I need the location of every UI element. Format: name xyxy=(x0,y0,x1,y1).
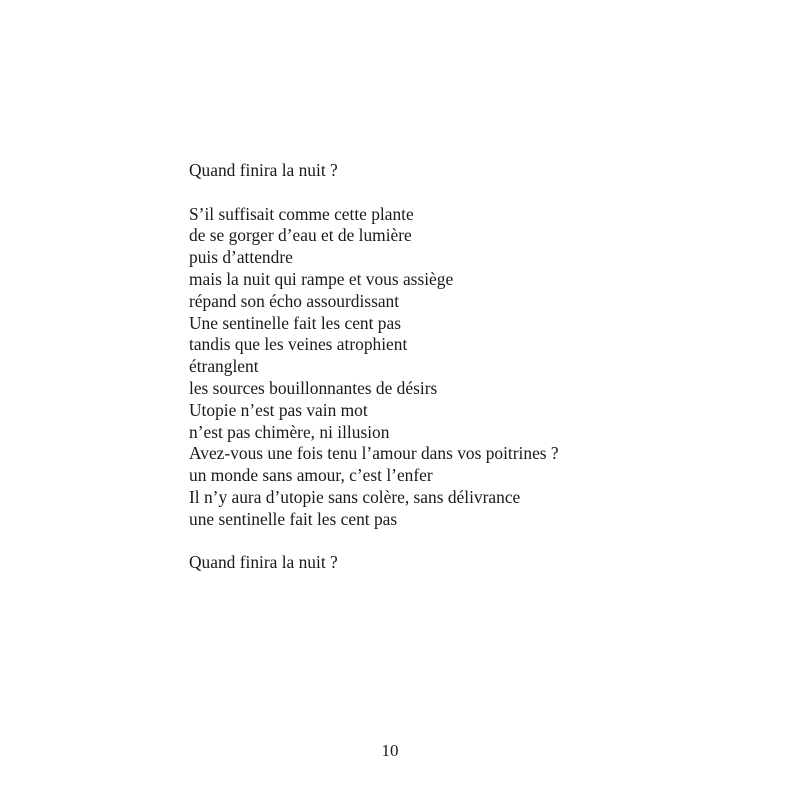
poem-line: répand son écho assourdissant xyxy=(189,290,400,311)
poem-line: Avez-vous une fois tenu l’amour dans vos poitrines ? xyxy=(189,443,559,464)
poem-line: puis d’attendre xyxy=(189,247,293,268)
poem-line: S’il suffisait comme cette plante xyxy=(189,203,414,224)
poem-line: mais la nuit qui rampe et vous assiège xyxy=(189,268,454,289)
poem-line: un monde sans amour, c’est l’enfer xyxy=(189,465,433,486)
poem-line: une sentinelle fait les cent pas xyxy=(189,508,398,529)
poem-line: Il n’y aura d’utopie sans colère, sans délivrance xyxy=(189,486,521,507)
poem-line: de se gorger d’eau et de lumière xyxy=(189,225,412,246)
poem-line: les sources bouillonnantes de désirs xyxy=(189,377,438,398)
stanza-break xyxy=(189,531,559,553)
poem-opening-line: Quand finira la nuit ? xyxy=(189,160,338,180)
stanza-break xyxy=(189,182,559,204)
page-number: 10 xyxy=(381,741,399,760)
poem-line: étranglent xyxy=(189,356,259,377)
poem-line: n’est pas chimère, ni illusion xyxy=(189,421,390,442)
poem-closing-line: Quand finira la nuit ? xyxy=(189,552,338,573)
poem xyxy=(189,160,559,574)
poem-line: tandis que les veines atrophient xyxy=(189,334,408,355)
poem-line: Utopie n’est pas vain mot xyxy=(189,399,368,420)
poem-line: Une sentinelle fait les cent pas xyxy=(189,312,401,333)
